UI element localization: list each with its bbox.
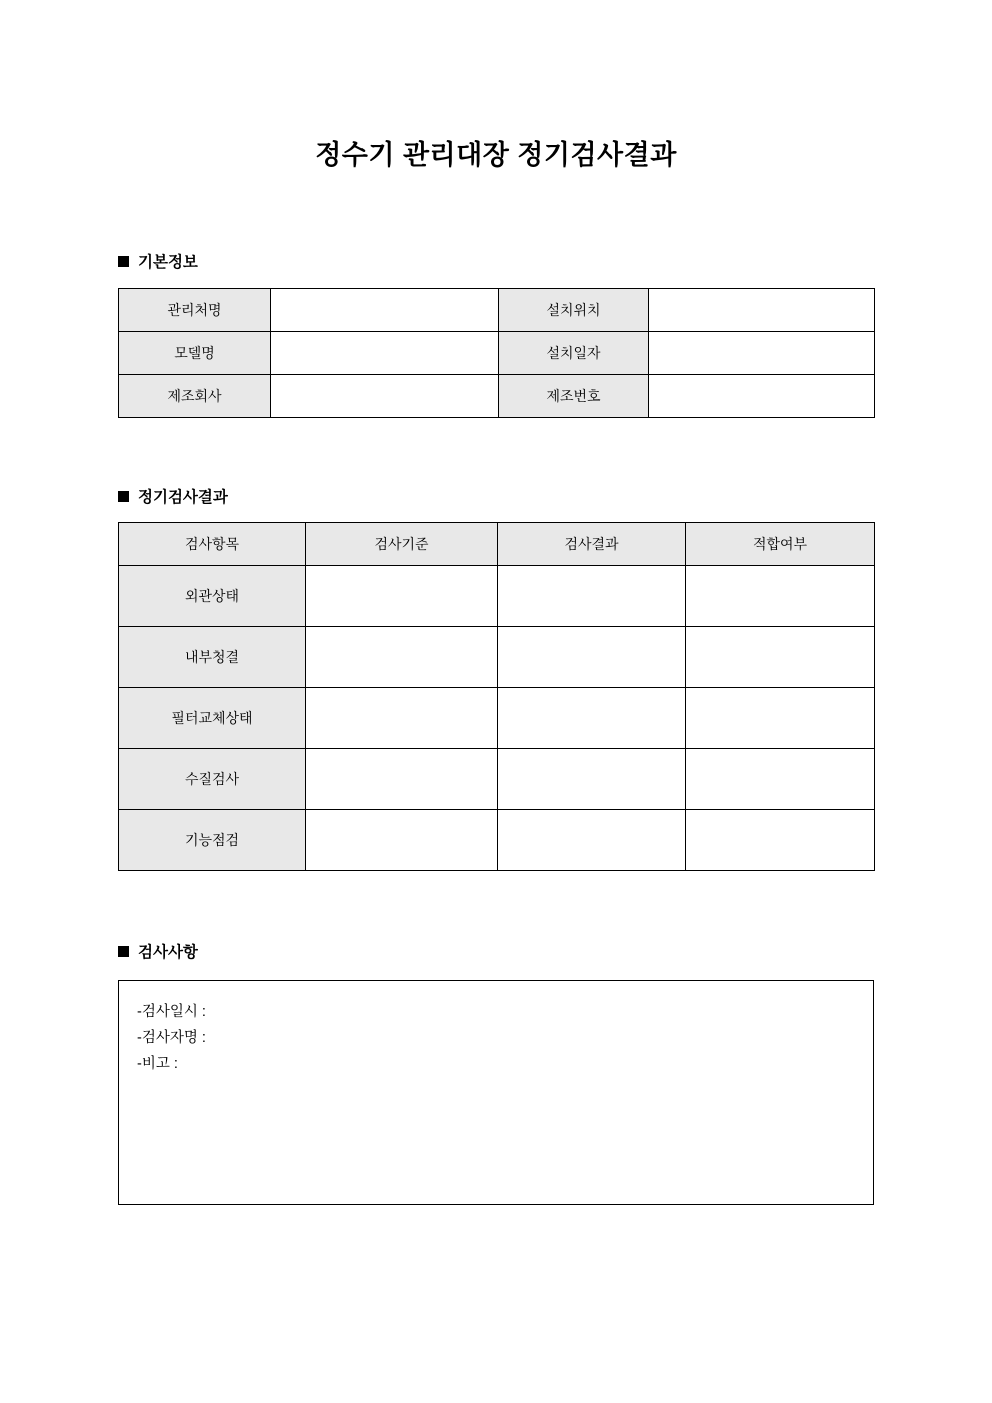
table-row	[119, 810, 875, 871]
inspection-standard-internal-cleanliness[interactable]	[306, 627, 498, 688]
square-bullet-icon	[118, 256, 129, 267]
column-header-standard: 검사기준	[306, 523, 498, 566]
basic-info-label-install-date: 설치일자	[499, 332, 649, 375]
basic-info-value-location[interactable]	[649, 289, 875, 332]
section-heading-basic-info	[118, 250, 198, 272]
inspection-item-function-check: 기능점검	[119, 810, 306, 871]
inspection-item-filter-replacement: 필터교체상태	[119, 688, 306, 749]
section-heading-inspection-result	[118, 485, 228, 507]
note-line-inspection-datetime: -검사일시 :	[137, 1004, 206, 1020]
basic-info-label-manager: 관리처명	[119, 289, 271, 332]
inspection-result-water-quality[interactable]	[498, 749, 686, 810]
table-row	[119, 627, 875, 688]
column-header-result: 검사결과	[498, 523, 686, 566]
basic-info-table	[118, 288, 875, 418]
table-row	[119, 749, 875, 810]
inspection-item-water-quality: 수질검사	[119, 749, 306, 810]
square-bullet-icon	[118, 946, 129, 957]
table-row	[119, 566, 875, 627]
column-header-conformity: 적합여부	[686, 523, 875, 566]
table-row	[119, 688, 875, 749]
basic-info-value-manager[interactable]	[271, 289, 499, 332]
table-row	[119, 375, 875, 418]
section-heading-inspection-notes-label: 검사사항	[138, 944, 198, 961]
inspection-conformity-exterior[interactable]	[686, 566, 875, 627]
inspection-item-internal-cleanliness: 내부청결	[119, 627, 306, 688]
basic-info-label-location: 설치위치	[499, 289, 649, 332]
section-heading-inspection-result-label: 정기검사결과	[138, 489, 228, 506]
inspection-result-function-check[interactable]	[498, 810, 686, 871]
inspection-standard-water-quality[interactable]	[306, 749, 498, 810]
page-title: 정수기 관리대장 정기검사결과	[315, 140, 677, 170]
inspection-notes-box[interactable]	[118, 980, 874, 1205]
column-header-item: 검사항목	[119, 523, 306, 566]
inspection-standard-filter-replacement[interactable]	[306, 688, 498, 749]
note-line-remarks: -비고 :	[137, 1056, 178, 1072]
table-header-row	[119, 523, 875, 566]
basic-info-label-serial-number: 제조번호	[499, 375, 649, 418]
inspection-standard-function-check[interactable]	[306, 810, 498, 871]
inspection-conformity-filter-replacement[interactable]	[686, 688, 875, 749]
section-heading-inspection-notes	[118, 940, 198, 962]
inspection-standard-exterior[interactable]	[306, 566, 498, 627]
square-bullet-icon	[118, 491, 129, 502]
table-row	[119, 289, 875, 332]
inspection-conformity-water-quality[interactable]	[686, 749, 875, 810]
inspection-result-table	[118, 522, 875, 871]
inspection-conformity-function-check[interactable]	[686, 810, 875, 871]
inspection-result-internal-cleanliness[interactable]	[498, 627, 686, 688]
basic-info-value-manufacturer[interactable]	[271, 375, 499, 418]
inspection-conformity-internal-cleanliness[interactable]	[686, 627, 875, 688]
inspection-item-exterior: 외관상태	[119, 566, 306, 627]
inspection-result-exterior[interactable]	[498, 566, 686, 627]
basic-info-value-serial-number[interactable]	[649, 375, 875, 418]
basic-info-value-model[interactable]	[271, 332, 499, 375]
inspection-result-filter-replacement[interactable]	[498, 688, 686, 749]
basic-info-value-install-date[interactable]	[649, 332, 875, 375]
basic-info-label-manufacturer: 제조회사	[119, 375, 271, 418]
note-line-inspector-name: -검사자명 :	[137, 1030, 206, 1046]
basic-info-label-model: 모델명	[119, 332, 271, 375]
table-row	[119, 332, 875, 375]
section-heading-basic-info-label: 기본정보	[138, 254, 198, 271]
